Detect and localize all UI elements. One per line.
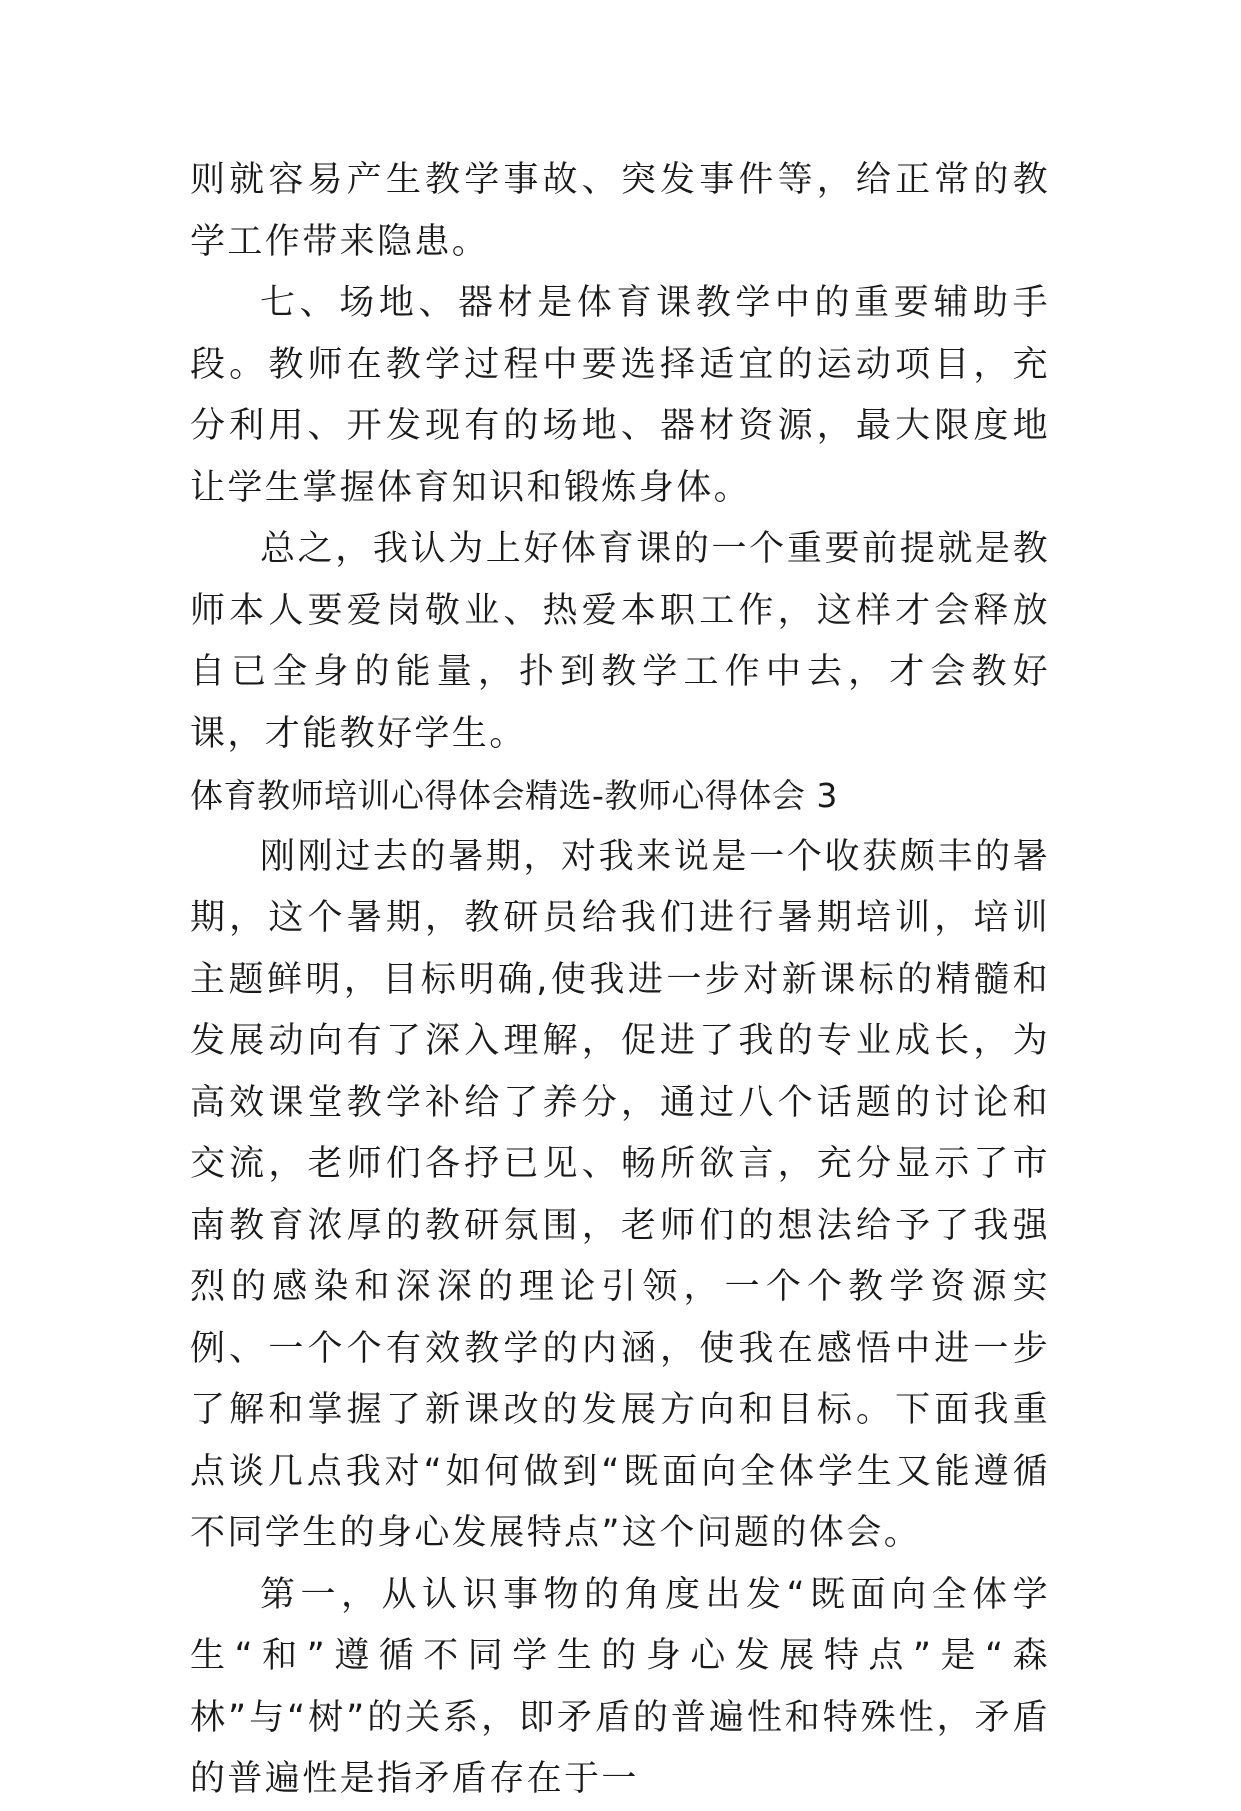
paragraph-conclusion: 总之，我认为上好体育课的一个重要前提就是教师本人要爱岗敬业、热爱本职工作，这样才会释放自已全身的能量，扑到教学工作中去，才会教好课，才能教好学生。 [190, 529, 1050, 754]
paragraph-continuation: 则就容易产生教学事故、突发事件等，给正常的教学工作带来隐患。 [190, 160, 1050, 262]
document-body [190, 150, 1050, 1811]
paragraph-first-point: 第一，从认识事物的角度出发“既面向全体学生“和”遵循不同学生的身心发展特点”是“森林”与“树”的关系，即矛盾的普遍性和特殊性，矛盾的普遍性是指矛盾存在于一 [190, 1574, 1050, 1799]
section-heading: 体育教师培训心得体会精选-教师心得体会 3 [190, 776, 838, 815]
paragraph-summer-training: 刚刚过去的暑期，对我来说是一个收获颇丰的暑期，这个暑期，教研员给我们进行暑期培训，培训主题鲜明，目标明确,使我进一步对新课标的精髓和发展动向有了深入理解，促进了我的专业成长，为高效课堂教学补给了养分，通过八个话题的讨论和交流，老师们各抒已见、畅所欲言，充分显示了市南教育浓厚的教研氛围，老师们的想法给予了我强烈的感染和深深的理论引领，一个个教学资源实例、一个个有效教学的内涵，使我在感悟中进一步了解和掌握了新课改的发展方向和目标。下面我重点谈几点我对“如何做到“既面向全体学生又能遵循不同学生的身心发展特点”这个问题的体会。 [190, 836, 1050, 1553]
paragraph-venue-equipment: 七、场地、器材是体育课教学中的重要辅助手段。教师在教学过程中要选择适宜的运动项目，充分利用、开发现有的场地、器材资源，最大限度地让学生掌握体育知识和锻炼身体。 [190, 283, 1050, 508]
